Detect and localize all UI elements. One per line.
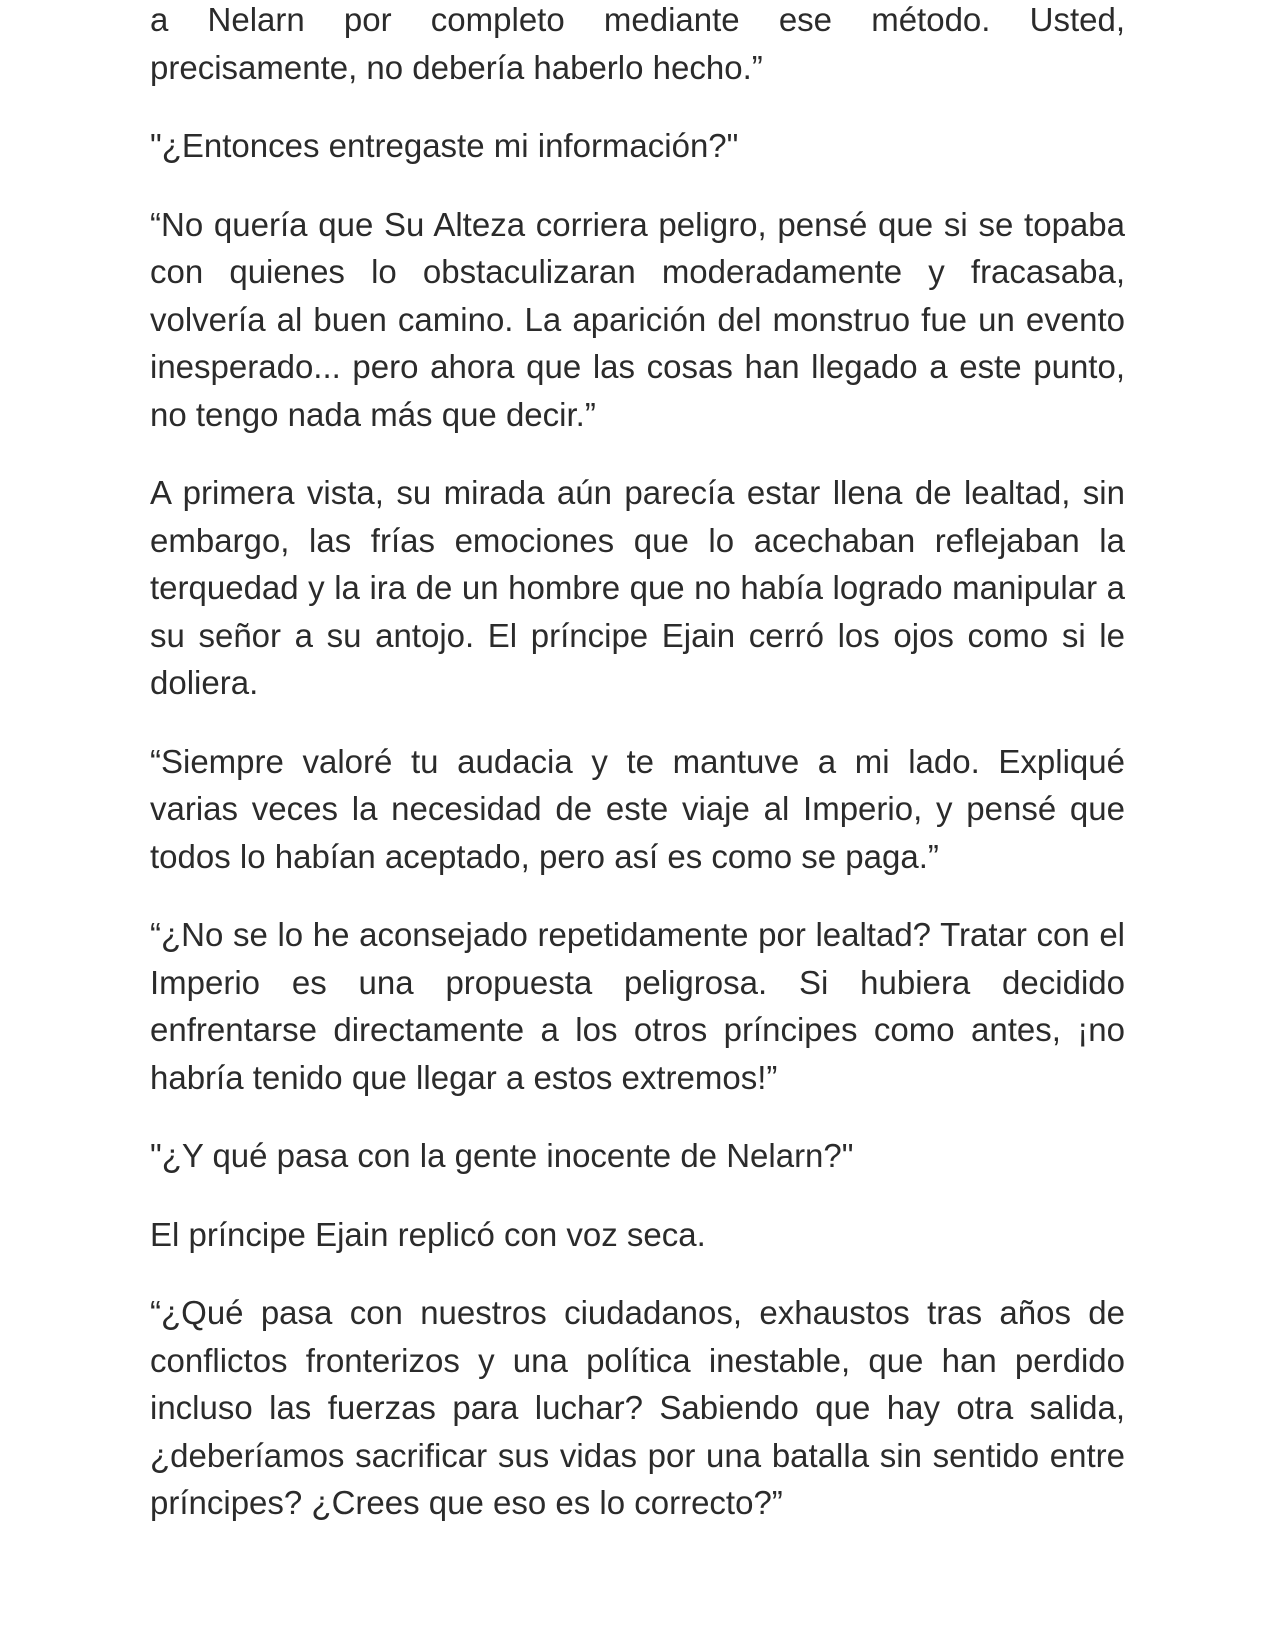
paragraph-2: "¿Entonces entregaste mi información?" xyxy=(150,127,739,164)
paragraph-4: A primera vista, su mirada aún parecía estar llena de lealtad, sin embargo, las frías emociones que lo acechaban reflejaban la terquedad y la ira de un hombre que no había logrado manipular a su señor a su antojo. El príncipe Ejain cerró los ojos como si le doliera. xyxy=(150,474,1125,701)
document-page xyxy=(150,0,1125,1558)
paragraph-9: “¿Qué pasa con nuestros ciudadanos, exhaustos tras años de conflictos fronterizos y una política inestable, que han perdido incluso las fuerzas para luchar? Sabiendo que hay otra salida, ¿deberíamos sacrificar sus vidas por una batalla sin sentido entre príncipes? ¿Crees que eso es lo correcto?” xyxy=(150,1294,1125,1521)
paragraph-3: “No quería que Su Alteza corriera peligro, pensé que si se topaba con quienes lo obstaculizaran moderadamente y fracasaba, volvería al buen camino. La aparición del monstruo fue un evento inesperado... pero ahora que las cosas han llegado a este punto, no tengo nada más que decir.” xyxy=(150,205,1125,433)
paragraph-1: a Nelarn por completo mediante ese método. Usted, precisamente, no debería haberlo hecho.” xyxy=(150,1,1125,86)
paragraph-6: “¿No se lo he aconsejado repetidamente por lealtad? Tratar con el Imperio es una propuesta peligrosa. Si hubiera decidido enfrentarse directamente a los otros príncipes como antes, ¡no habría tenido que llegar a estos extremos!” xyxy=(150,916,1125,1096)
paragraph-8: El príncipe Ejain replicó con voz seca. xyxy=(150,1215,706,1253)
paragraph-7: "¿Y qué pasa con la gente inocente de Nelarn?" xyxy=(150,1137,854,1174)
paragraph-5: “Siempre valoré tu audacia y te mantuve a mi lado. Expliqué varias veces la necesidad de este viaje al Imperio, y pensé que todos lo habían aceptado, pero así es como se paga.” xyxy=(150,742,1125,875)
